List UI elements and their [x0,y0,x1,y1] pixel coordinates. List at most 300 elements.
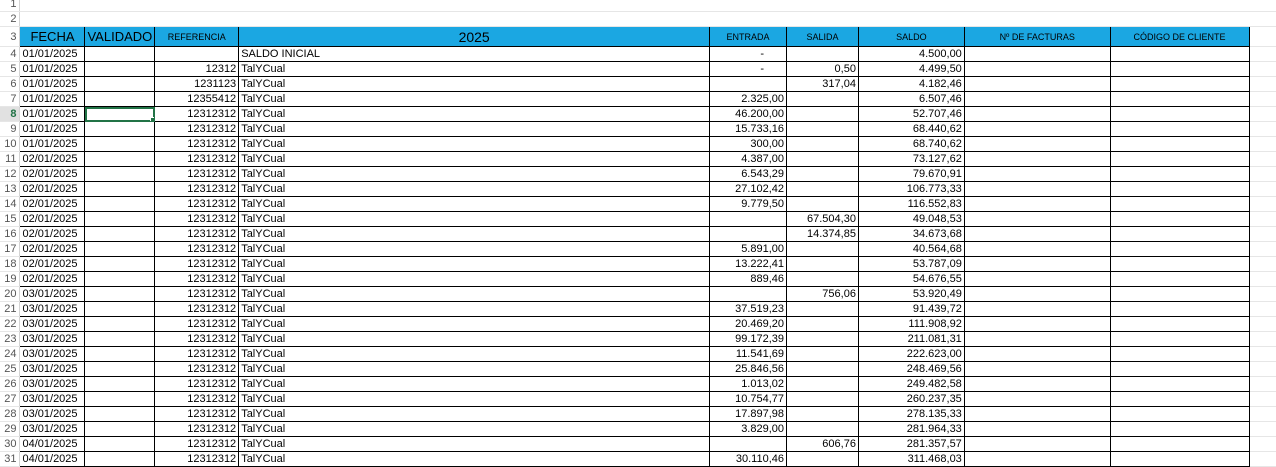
cell-fecha[interactable]: 02/01/2025 [20,227,85,242]
cell-entrada[interactable] [710,437,787,452]
cell-codigo-cliente[interactable] [1110,452,1249,467]
cell-concepto[interactable]: TalYCual [239,362,710,377]
cell-salida[interactable] [787,197,859,212]
empty-cell[interactable] [1249,272,1276,287]
cell-entrada[interactable]: 20.469,20 [710,317,787,332]
cell-entrada[interactable]: 2.325,00 [710,92,787,107]
cell-entrada[interactable]: 9.779,50 [710,197,787,212]
cell-facturas[interactable] [964,47,1110,62]
empty-cell[interactable] [1249,137,1276,152]
cell-salida[interactable] [787,242,859,257]
cell-validado[interactable] [85,212,155,227]
cell-validado[interactable] [85,422,155,437]
cell-facturas[interactable] [964,422,1110,437]
cell-validado[interactable] [85,182,155,197]
cell-salida[interactable]: 606,76 [787,437,859,452]
cell-codigo-cliente[interactable] [1110,272,1249,287]
empty-cell[interactable] [1249,317,1276,332]
empty-cell[interactable] [1249,122,1276,137]
cell-codigo-cliente[interactable] [1110,167,1249,182]
cell-referencia[interactable]: 12312312 [155,302,239,317]
cell-validado[interactable] [85,77,155,92]
row-number[interactable]: 17 [0,242,20,257]
row-number[interactable]: 28 [0,407,20,422]
cell-fecha[interactable]: 03/01/2025 [20,392,85,407]
cell-entrada[interactable]: 15.733,16 [710,122,787,137]
cell-salida[interactable] [787,257,859,272]
row-number[interactable]: 29 [0,422,20,437]
cell-saldo[interactable]: 248.469,56 [858,362,964,377]
cell-entrada[interactable]: 10.754,77 [710,392,787,407]
cell-codigo-cliente[interactable] [1110,242,1249,257]
cell-referencia[interactable]: 12312312 [155,137,239,152]
cell-fecha[interactable]: 01/01/2025 [20,92,85,107]
cell-validado[interactable] [85,272,155,287]
cell-referencia[interactable]: 12312 [155,62,239,77]
cell-facturas[interactable] [964,242,1110,257]
cell-concepto[interactable]: TalYCual [239,212,710,227]
header-facturas[interactable]: Nº DE FACTURAS [964,27,1110,47]
empty-cell[interactable] [1249,302,1276,317]
cell-referencia[interactable]: 12312312 [155,212,239,227]
cell-validado[interactable] [85,302,155,317]
cell-fecha[interactable]: 03/01/2025 [20,302,85,317]
row-number[interactable]: 16 [0,227,20,242]
cell-fecha[interactable]: 01/01/2025 [20,122,85,137]
cell-codigo-cliente[interactable] [1110,122,1249,137]
cell-saldo[interactable]: 53.787,09 [858,257,964,272]
cell-codigo-cliente[interactable] [1110,377,1249,392]
cell-saldo[interactable]: 222.623,00 [858,347,964,362]
header-saldo[interactable]: SALDO [858,27,964,47]
cell-fecha[interactable]: 01/01/2025 [20,77,85,92]
header-salida[interactable]: SALIDA [787,27,859,47]
cell-codigo-cliente[interactable] [1110,182,1249,197]
cell-facturas[interactable] [964,407,1110,422]
cell-validado[interactable] [85,392,155,407]
cell-saldo[interactable]: 4.500,00 [858,47,964,62]
cell-referencia[interactable]: 12312312 [155,422,239,437]
row-number[interactable]: 4 [0,47,20,62]
cell-facturas[interactable] [964,362,1110,377]
cell-codigo-cliente[interactable] [1110,257,1249,272]
cell-fecha[interactable]: 01/01/2025 [20,47,85,62]
cell-facturas[interactable] [964,197,1110,212]
empty-cell[interactable] [1249,407,1276,422]
cell-fecha[interactable]: 02/01/2025 [20,242,85,257]
cell-concepto[interactable]: TalYCual [239,152,710,167]
cell-concepto[interactable]: TalYCual [239,377,710,392]
cell-salida[interactable] [787,92,859,107]
cell-codigo-cliente[interactable] [1110,227,1249,242]
row-number[interactable]: 21 [0,302,20,317]
cell-referencia[interactable] [155,47,239,62]
cell-salida[interactable] [787,392,859,407]
cell-referencia[interactable]: 12312312 [155,407,239,422]
cell-fecha[interactable]: 01/01/2025 [20,137,85,152]
row-number[interactable]: 31 [0,452,20,467]
cell-validado[interactable] [85,332,155,347]
empty-cell[interactable] [1249,287,1276,302]
cell-entrada[interactable]: 4.387,00 [710,152,787,167]
row-number[interactable]: 8 [0,107,20,122]
cell-validado[interactable] [85,92,155,107]
cell-concepto[interactable]: TalYCual [239,167,710,182]
cell-referencia[interactable]: 12312312 [155,272,239,287]
cell-fecha[interactable]: 02/01/2025 [20,167,85,182]
cell-entrada[interactable]: 11.541,69 [710,347,787,362]
cell-salida[interactable]: 67.504,30 [787,212,859,227]
cell-salida[interactable] [787,377,859,392]
cell-facturas[interactable] [964,77,1110,92]
cell-codigo-cliente[interactable] [1110,347,1249,362]
empty-cell[interactable] [1249,422,1276,437]
cell-referencia[interactable]: 12312312 [155,257,239,272]
cell-salida[interactable] [787,272,859,287]
cell-saldo[interactable]: 106.773,33 [858,182,964,197]
cell-facturas[interactable] [964,62,1110,77]
cell-saldo[interactable]: 249.482,58 [858,377,964,392]
empty-cell[interactable] [1249,182,1276,197]
cell-saldo[interactable]: 311.468,03 [858,452,964,467]
cell-referencia[interactable]: 12312312 [155,122,239,137]
cell-saldo[interactable]: 4.499,50 [858,62,964,77]
cell-concepto[interactable]: TalYCual [239,317,710,332]
cell-facturas[interactable] [964,452,1110,467]
row-number[interactable]: 6 [0,77,20,92]
cell-salida[interactable] [787,152,859,167]
cell-referencia[interactable]: 12312312 [155,152,239,167]
cell-referencia[interactable]: 12312312 [155,332,239,347]
cell-facturas[interactable] [964,257,1110,272]
cell-facturas[interactable] [964,287,1110,302]
cell-saldo[interactable]: 68.440,62 [858,122,964,137]
empty-cell[interactable] [20,12,1276,27]
cell-saldo[interactable]: 211.081,31 [858,332,964,347]
cell-codigo-cliente[interactable] [1110,302,1249,317]
header-year[interactable]: 2025 [239,27,710,47]
cell-entrada[interactable] [710,77,787,92]
row-number[interactable]: 14 [0,197,20,212]
cell-saldo[interactable]: 79.670,91 [858,167,964,182]
cell-fecha[interactable]: 03/01/2025 [20,407,85,422]
cell-codigo-cliente[interactable] [1110,362,1249,377]
cell-codigo-cliente[interactable] [1110,287,1249,302]
cell-facturas[interactable] [964,332,1110,347]
cell-entrada[interactable]: - [710,62,787,77]
cell-referencia[interactable]: 12312312 [155,197,239,212]
cell-fecha[interactable]: 04/01/2025 [20,452,85,467]
cell-entrada[interactable]: 30.110,46 [710,452,787,467]
header-fecha[interactable]: FECHA [20,27,85,47]
empty-cell[interactable] [1249,62,1276,77]
cell-salida[interactable]: 0,50 [787,62,859,77]
header-validado[interactable]: VALIDADO [85,27,155,47]
cell-entrada[interactable]: 1.013,02 [710,377,787,392]
cell-fecha[interactable]: 03/01/2025 [20,422,85,437]
cell-referencia[interactable]: 12312312 [155,287,239,302]
cell-fecha[interactable]: 03/01/2025 [20,347,85,362]
row-number[interactable]: 30 [0,437,20,452]
cell-entrada[interactable] [710,287,787,302]
empty-cell[interactable] [1249,242,1276,257]
empty-cell[interactable] [1249,47,1276,62]
row-number[interactable]: 7 [0,92,20,107]
cell-salida[interactable] [787,107,859,122]
cell-validado[interactable] [85,197,155,212]
cell-concepto[interactable]: SALDO INICIAL [239,47,710,62]
cell-saldo[interactable]: 68.740,62 [858,137,964,152]
cell-validado[interactable] [85,287,155,302]
empty-cell[interactable] [1249,362,1276,377]
row-number[interactable]: 20 [0,287,20,302]
cell-salida[interactable] [787,47,859,62]
row-number[interactable]: 15 [0,212,20,227]
cell-entrada[interactable]: 25.846,56 [710,362,787,377]
empty-cell[interactable] [1249,257,1276,272]
cell-entrada[interactable]: 13.222,41 [710,257,787,272]
cell-salida[interactable] [787,137,859,152]
cell-fecha[interactable]: 02/01/2025 [20,152,85,167]
cell-referencia[interactable]: 12312312 [155,377,239,392]
cell-fecha[interactable]: 03/01/2025 [20,332,85,347]
cell-validado[interactable] [85,347,155,362]
row-number[interactable]: 26 [0,377,20,392]
row-number[interactable]: 10 [0,137,20,152]
cell-salida[interactable] [787,407,859,422]
cell-salida[interactable] [787,422,859,437]
cell-saldo[interactable]: 54.676,55 [858,272,964,287]
empty-cell[interactable] [1249,227,1276,242]
empty-cell[interactable] [1249,27,1276,47]
row-number[interactable]: 1 [0,0,20,12]
cell-salida[interactable] [787,362,859,377]
cell-validado[interactable] [85,152,155,167]
cell-saldo[interactable]: 260.237,35 [858,392,964,407]
cell-entrada[interactable]: 3.829,00 [710,422,787,437]
cell-facturas[interactable] [964,212,1110,227]
cell-concepto[interactable]: TalYCual [239,77,710,92]
cell-facturas[interactable] [964,317,1110,332]
cell-codigo-cliente[interactable] [1110,317,1249,332]
cell-fecha[interactable]: 03/01/2025 [20,317,85,332]
cell-fecha[interactable]: 02/01/2025 [20,197,85,212]
cell-validado[interactable] [85,242,155,257]
row-number[interactable]: 5 [0,62,20,77]
cell-entrada[interactable]: 300,00 [710,137,787,152]
empty-cell[interactable] [1249,377,1276,392]
cell-validado[interactable] [85,377,155,392]
empty-cell[interactable] [1249,332,1276,347]
row-number[interactable]: 12 [0,167,20,182]
row-number[interactable]: 18 [0,257,20,272]
cell-saldo[interactable]: 40.564,68 [858,242,964,257]
cell-codigo-cliente[interactable] [1110,62,1249,77]
cell-validado[interactable] [85,107,155,122]
cell-facturas[interactable] [964,122,1110,137]
empty-cell[interactable] [1249,197,1276,212]
cell-saldo[interactable]: 4.182,46 [858,77,964,92]
cell-saldo[interactable]: 91.439,72 [858,302,964,317]
cell-validado[interactable] [85,62,155,77]
cell-fecha[interactable]: 02/01/2025 [20,182,85,197]
row-number[interactable]: 2 [0,12,20,27]
cell-validado[interactable] [85,437,155,452]
cell-concepto[interactable]: TalYCual [239,452,710,467]
cell-referencia[interactable]: 12312312 [155,227,239,242]
cell-saldo[interactable]: 111.908,92 [858,317,964,332]
row-number[interactable]: 9 [0,122,20,137]
cell-fecha[interactable]: 01/01/2025 [20,62,85,77]
cell-referencia[interactable]: 12312312 [155,362,239,377]
cell-validado[interactable] [85,167,155,182]
cell-concepto[interactable]: TalYCual [239,302,710,317]
cell-entrada[interactable]: 6.543,29 [710,167,787,182]
cell-salida[interactable] [787,302,859,317]
cell-facturas[interactable] [964,107,1110,122]
cell-salida[interactable]: 756,06 [787,287,859,302]
cell-salida[interactable]: 317,04 [787,77,859,92]
cell-facturas[interactable] [964,302,1110,317]
cell-codigo-cliente[interactable] [1110,77,1249,92]
cell-codigo-cliente[interactable] [1110,407,1249,422]
cell-concepto[interactable]: TalYCual [239,392,710,407]
cell-fecha[interactable]: 01/01/2025 [20,107,85,122]
cell-entrada[interactable]: 889,46 [710,272,787,287]
cell-referencia[interactable]: 1231123 [155,77,239,92]
cell-concepto[interactable]: TalYCual [239,332,710,347]
cell-fecha[interactable]: 02/01/2025 [20,272,85,287]
cell-concepto[interactable]: TalYCual [239,92,710,107]
cell-entrada[interactable]: 5.891,00 [710,242,787,257]
cell-referencia[interactable]: 12355412 [155,92,239,107]
cell-referencia[interactable]: 12312312 [155,107,239,122]
cell-validado[interactable] [85,47,155,62]
cell-fecha[interactable]: 02/01/2025 [20,212,85,227]
empty-cell[interactable] [20,0,1276,12]
cell-codigo-cliente[interactable] [1110,92,1249,107]
cell-concepto[interactable]: TalYCual [239,137,710,152]
cell-validado[interactable] [85,137,155,152]
cell-fecha[interactable]: 02/01/2025 [20,257,85,272]
cell-referencia[interactable]: 12312312 [155,437,239,452]
cell-facturas[interactable] [964,392,1110,407]
cell-facturas[interactable] [964,272,1110,287]
cell-concepto[interactable]: TalYCual [239,182,710,197]
cell-codigo-cliente[interactable] [1110,197,1249,212]
row-number[interactable]: 24 [0,347,20,362]
cell-facturas[interactable] [964,182,1110,197]
cell-validado[interactable] [85,452,155,467]
cell-referencia[interactable]: 12312312 [155,167,239,182]
cell-concepto[interactable]: TalYCual [239,62,710,77]
cell-facturas[interactable] [964,137,1110,152]
empty-cell[interactable] [1249,107,1276,122]
row-number[interactable]: 23 [0,332,20,347]
cell-concepto[interactable]: TalYCual [239,287,710,302]
empty-cell[interactable] [1249,437,1276,452]
cell-codigo-cliente[interactable] [1110,437,1249,452]
cell-codigo-cliente[interactable] [1110,332,1249,347]
cell-facturas[interactable] [964,227,1110,242]
cell-validado[interactable] [85,407,155,422]
cell-saldo[interactable]: 73.127,62 [858,152,964,167]
cell-saldo[interactable]: 116.552,83 [858,197,964,212]
cell-fecha[interactable]: 03/01/2025 [20,377,85,392]
cell-validado[interactable] [85,257,155,272]
row-number[interactable]: 13 [0,182,20,197]
cell-concepto[interactable]: TalYCual [239,422,710,437]
cell-entrada[interactable]: 46.200,00 [710,107,787,122]
cell-entrada[interactable]: 37.519,23 [710,302,787,317]
cell-codigo-cliente[interactable] [1110,107,1249,122]
row-number[interactable]: 11 [0,152,20,167]
cell-codigo-cliente[interactable] [1110,212,1249,227]
cell-saldo[interactable]: 34.673,68 [858,227,964,242]
cell-referencia[interactable]: 12312312 [155,452,239,467]
row-number[interactable]: 19 [0,272,20,287]
cell-validado[interactable] [85,122,155,137]
empty-cell[interactable] [1249,92,1276,107]
cell-entrada[interactable] [710,212,787,227]
cell-salida[interactable] [787,317,859,332]
empty-cell[interactable] [1249,452,1276,467]
cell-concepto[interactable]: TalYCual [239,347,710,362]
cell-salida[interactable] [787,167,859,182]
header-codigo-cliente[interactable]: CÓDIGO DE CLIENTE [1110,27,1249,47]
row-number[interactable]: 27 [0,392,20,407]
cell-facturas[interactable] [964,437,1110,452]
cell-concepto[interactable]: TalYCual [239,107,710,122]
empty-cell[interactable] [1249,152,1276,167]
cell-saldo[interactable]: 53.920,49 [858,287,964,302]
header-entrada[interactable]: ENTRADA [710,27,787,47]
cell-referencia[interactable]: 12312312 [155,242,239,257]
cell-salida[interactable] [787,122,859,137]
cell-facturas[interactable] [964,152,1110,167]
cell-entrada[interactable]: 27.102,42 [710,182,787,197]
cell-concepto[interactable]: TalYCual [239,242,710,257]
cell-facturas[interactable] [964,347,1110,362]
cell-facturas[interactable] [964,167,1110,182]
cell-concepto[interactable]: TalYCual [239,437,710,452]
cell-codigo-cliente[interactable] [1110,392,1249,407]
cell-salida[interactable] [787,452,859,467]
cell-fecha[interactable]: 03/01/2025 [20,287,85,302]
cell-referencia[interactable]: 12312312 [155,182,239,197]
cell-codigo-cliente[interactable] [1110,422,1249,437]
cell-salida[interactable] [787,182,859,197]
empty-cell[interactable] [1249,392,1276,407]
cell-validado[interactable] [85,317,155,332]
cell-codigo-cliente[interactable] [1110,137,1249,152]
cell-saldo[interactable]: 278.135,33 [858,407,964,422]
empty-cell[interactable] [1249,167,1276,182]
cell-entrada[interactable]: 99.172,39 [710,332,787,347]
cell-concepto[interactable]: TalYCual [239,227,710,242]
cell-saldo[interactable]: 52.707,46 [858,107,964,122]
cell-concepto[interactable]: TalYCual [239,197,710,212]
cell-saldo[interactable]: 6.507,46 [858,92,964,107]
row-number[interactable]: 22 [0,317,20,332]
cell-concepto[interactable]: TalYCual [239,122,710,137]
cell-salida[interactable] [787,347,859,362]
empty-cell[interactable] [1249,77,1276,92]
row-number[interactable]: 3 [0,27,20,47]
cell-concepto[interactable]: TalYCual [239,407,710,422]
cell-validado[interactable] [85,362,155,377]
cell-concepto[interactable]: TalYCual [239,272,710,287]
